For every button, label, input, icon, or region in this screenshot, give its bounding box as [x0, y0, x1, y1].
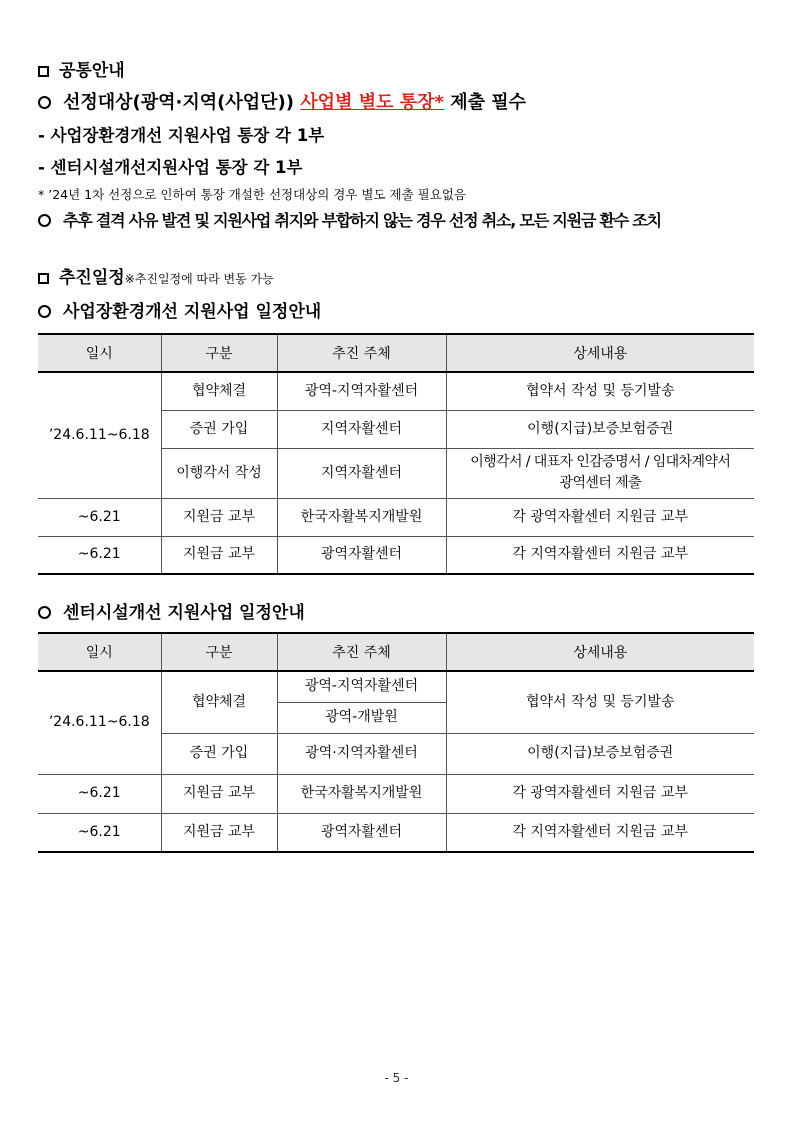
header-agent: 추진 주체	[277, 633, 446, 671]
type-cell: 증권 가입	[161, 410, 277, 448]
page-number: - 5 -	[384, 1071, 409, 1085]
type-cell: 이행각서 작성	[161, 448, 277, 498]
common-section-heading: 공통안내	[38, 56, 125, 81]
date-cell: ’24.6.11~6.18	[38, 671, 161, 774]
table1-title: 사업장환경개선 지원사업 일정안내	[38, 297, 321, 322]
workplace-schedule-table	[38, 333, 754, 575]
detail-cell: 이행(지급)보증보험증권	[446, 733, 754, 774]
table-header-row	[38, 334, 754, 372]
agent-cell: 지역자활센터	[277, 410, 446, 448]
schedule-change-note: ※추진일정에 따라 변동 가능	[124, 272, 274, 286]
dash-item-center: - 센터시설개선지원사업 통장 각 1부	[38, 158, 303, 177]
agent-cell: 광역-지역자활센터	[277, 372, 446, 410]
agent-cell: 지역자활센터	[277, 448, 446, 498]
detail-line: 광역센터 제출	[559, 475, 641, 491]
type-cell: 증권 가입	[161, 733, 277, 774]
table-row	[38, 372, 754, 410]
table-row	[38, 774, 754, 813]
detail-cell: 각 광역자활센터 지원금 교부	[446, 774, 754, 813]
header-date: 일시	[38, 633, 161, 671]
header-agent: 추진 주체	[277, 334, 446, 372]
date-cell: ~6.21	[38, 536, 161, 574]
table2-title: 센터시설개선 지원사업 일정안내	[38, 598, 305, 623]
table-row	[38, 671, 754, 702]
circle-bullet-icon	[38, 606, 51, 619]
header-type: 구분	[161, 334, 277, 372]
date-cell: ’24.6.11~6.18	[38, 372, 161, 498]
checkbox-square-icon	[38, 66, 49, 77]
detail-cell	[446, 448, 754, 498]
type-cell: 지원금 교부	[161, 813, 277, 852]
detail-cell: 각 광역자활센터 지원금 교부	[446, 498, 754, 536]
type-cell: 협약체결	[161, 372, 277, 410]
type-cell: 지원금 교부	[161, 774, 277, 813]
circle-bullet-icon	[38, 305, 51, 318]
checkbox-square-icon	[38, 273, 49, 284]
agent-cell: 광역자활센터	[277, 536, 446, 574]
header-type: 구분	[161, 633, 277, 671]
header-detail: 상세내용	[446, 633, 754, 671]
separate-account-highlight: 사업별 별도 통장*	[300, 92, 444, 113]
date-cell: ~6.21	[38, 774, 161, 813]
date-cell: ~6.21	[38, 813, 161, 852]
agent-cell: 한국자활복지개발원	[277, 498, 446, 536]
table-row	[38, 813, 754, 852]
detail-cell: 각 지역자활센터 지원금 교부	[446, 813, 754, 852]
detail-cell: 협약서 작성 및 등기발송	[446, 372, 754, 410]
center-schedule-table	[38, 632, 754, 853]
type-cell: 협약체결	[161, 671, 277, 733]
revocation-warning: 추후 결격 사유 발견 및 지원사업 취지와 부합하지 않는 경우 선정 취소, 모든 지원금 환수 조치	[38, 208, 661, 231]
agent-cell: 광역자활센터	[277, 813, 446, 852]
table-row	[38, 536, 754, 574]
header-date: 일시	[38, 334, 161, 372]
table-row	[38, 498, 754, 536]
agent-cell: 광역-개발원	[277, 702, 446, 733]
table-header-row	[38, 633, 754, 671]
dash-item-workplace: - 사업장환경개선 지원사업 통장 각 1부	[38, 126, 325, 145]
agent-cell: 광역·지역자활센터	[277, 733, 446, 774]
detail-cell: 협약서 작성 및 등기발송	[446, 671, 754, 733]
circle-bullet-icon	[38, 214, 51, 227]
date-cell: ~6.21	[38, 498, 161, 536]
type-cell: 지원금 교부	[161, 498, 277, 536]
schedule-section-heading: 추진일정※추진일정에 따라 변동 가능	[38, 263, 274, 288]
circle-bullet-icon	[38, 96, 51, 109]
type-cell: 지원금 교부	[161, 536, 277, 574]
detail-line: 이행각서 / 대표자 인감증명서 / 임대차계약서	[470, 454, 731, 470]
header-detail: 상세내용	[446, 334, 754, 372]
account-note: * ’24년 1차 선정으로 인하여 통장 개설한 선정대상의 경우 별도 제출 필요없음	[38, 187, 466, 202]
detail-cell: 각 지역자활센터 지원금 교부	[446, 536, 754, 574]
selection-target-line: 선정대상(광역·지역(사업단)) 사업별 별도 통장* 제출 필수	[38, 88, 526, 114]
agent-cell: 광역-지역자활센터	[277, 671, 446, 702]
detail-cell: 이행(지급)보증보험증권	[446, 410, 754, 448]
agent-cell: 한국자활복지개발원	[277, 774, 446, 813]
